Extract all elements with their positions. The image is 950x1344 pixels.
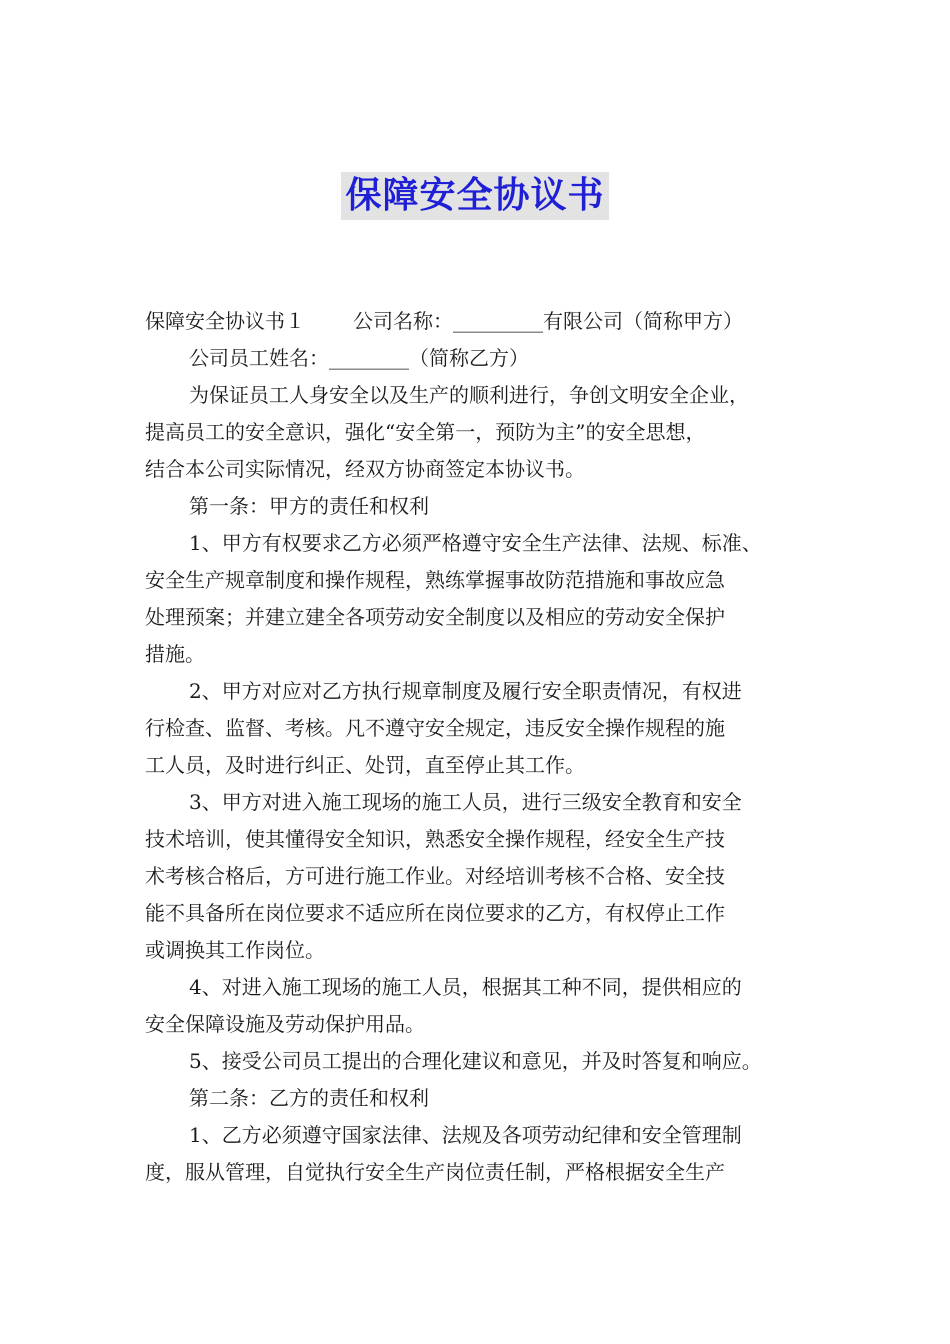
agreement-number: 保障安全协议书１ xyxy=(145,309,305,333)
paragraph-line: 工人员，及时进行纠正、处罚，直至停止其工作。 xyxy=(145,753,585,777)
header-line xyxy=(145,303,825,340)
paragraph-line: 2、甲方对应对乙方执行规章制度及履行安全职责情况，有权进 xyxy=(189,679,742,703)
paragraph-line: 4、对进入施工现场的施工人员，根据其工种不同，提供相应的 xyxy=(189,975,742,999)
paragraph-line: 为保证员工人身安全以及生产的顺利进行，争创文明安全企业， xyxy=(189,383,749,407)
paragraph-line: 结合本公司实际情况，经双方协商签定本协议书。 xyxy=(145,457,585,481)
paragraph-line: 公司员工姓名：________（简称乙方） xyxy=(189,346,529,370)
section-heading: 第一条：甲方的责任和权利 xyxy=(189,494,429,518)
paragraph-line: 1、甲方有权要求乙方必须严格遵守安全生产法律、法规、标准、 xyxy=(189,531,762,555)
paragraph-line: 安全生产规章制度和操作规程，熟练掌握事故防范措施和事故应急 xyxy=(145,568,725,592)
paragraph-line: 措施。 xyxy=(145,642,205,666)
paragraph-line: 或调换其工作岗位。 xyxy=(145,938,325,962)
title-container xyxy=(0,172,950,220)
paragraph-line: 处理预案；并建立建全各项劳动安全制度以及相应的劳动安全保护 xyxy=(145,605,725,629)
paragraph-line: 5、接受公司员工提出的合理化建议和意见，并及时答复和响应。 xyxy=(189,1049,762,1073)
section-heading: 第二条：乙方的责任和权利 xyxy=(189,1086,429,1110)
paragraph-line: 度，服从管理，自觉执行安全生产岗位责任制，严格根据安全生产 xyxy=(145,1160,725,1184)
company-name-field: 公司名称：_________有限公司（简称甲方） xyxy=(353,309,743,333)
paragraph-line: 3、甲方对进入施工现场的施工人员，进行三级安全教育和安全 xyxy=(189,790,742,814)
paragraph-line: 技术培训，使其懂得安全知识，熟悉安全操作规程，经安全生产技 xyxy=(145,827,725,851)
paragraph-line: 术考核合格后，方可进行施工作业。对经培训考核不合格、安全技 xyxy=(145,864,725,888)
paragraph-line: 行检查、监督、考核。凡不遵守安全规定，违反安全操作规程的施 xyxy=(145,716,725,740)
paragraph-line: 能不具备所在岗位要求不适应所在岗位要求的乙方，有权停止工作 xyxy=(145,901,725,925)
document-title: 保障安全协议书 xyxy=(341,172,608,220)
paragraph-line: 安全保障设施及劳动保护用品。 xyxy=(145,1012,425,1036)
paragraph-line: 提高员工的安全意识，强化“安全第一，预防为主”的安全思想， xyxy=(145,420,706,444)
paragraph-line: 1、乙方必须遵守国家法律、法规及各项劳动纪律和安全管理制 xyxy=(189,1123,742,1147)
document-body xyxy=(145,303,825,1191)
